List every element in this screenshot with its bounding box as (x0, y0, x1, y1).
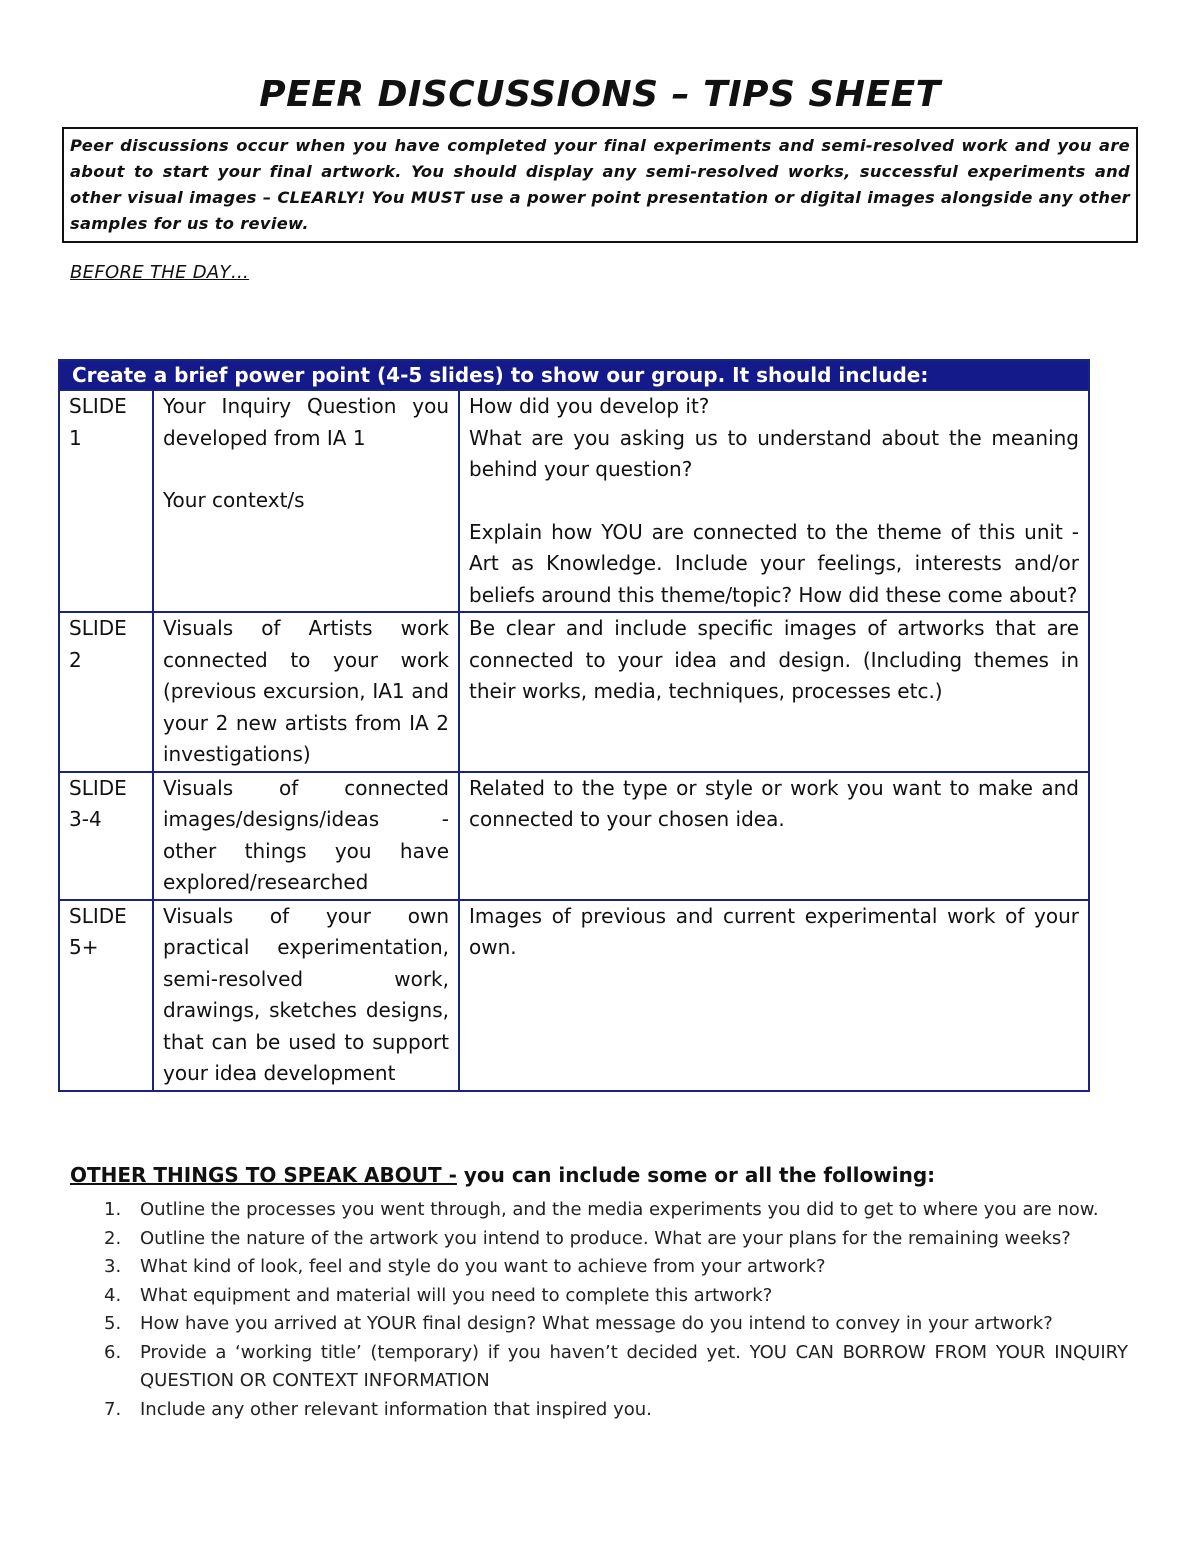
table-row (59, 772, 1089, 900)
list-item (104, 1310, 1128, 1339)
list-item-text: What kind of look, feel and style do you want to achieve from your artwork? (140, 1256, 826, 1277)
slide-label: SLIDE 2 (59, 612, 153, 772)
list-item-number: 6. (104, 1341, 122, 1363)
slide-visual-text: Visuals of your own practical experimentation, semi-resolved work, drawings, sketches designs, that can be used to support your idea development (153, 900, 459, 1091)
table-row (59, 390, 1089, 612)
slide-description-cell (459, 390, 1089, 612)
list-item (104, 1196, 1128, 1225)
list-item-text: Include any other relevant information that inspired you. (140, 1398, 652, 1420)
list-item-text: How have you arrived at YOUR final design? What message do you intend to convey in your artwork? (140, 1313, 1053, 1334)
list-item-number: 3. (104, 1256, 122, 1277)
slide-label: SLIDE 5+ (59, 900, 153, 1091)
slide-description-text: Explain how YOU are connected to the theme of this unit - Art as Knowledge. Include your feelings, interests and/or beliefs around this theme/topic? How did these come about? (469, 519, 1079, 607)
list-item (104, 1282, 1128, 1311)
slide-label: SLIDE 1 (59, 390, 153, 612)
table-row (59, 900, 1089, 1091)
list-item-number: 4. (104, 1284, 122, 1306)
list-item-number: 1. (104, 1199, 122, 1220)
other-things-heading-rest: you can include some or all the following: (456, 1163, 936, 1187)
page-title: PEER DISCUSSIONS – TIPS SHEET (259, 74, 941, 115)
other-things-heading (70, 1163, 935, 1187)
list-item-number: 5. (104, 1313, 122, 1334)
slide-visual-cell (153, 390, 459, 612)
list-item-text: Outline the nature of the artwork you intend to produce. What are your plans for the remaining weeks? (140, 1227, 1071, 1249)
slide-description-text: How did you develop it? (469, 394, 710, 418)
other-things-list (104, 1196, 1128, 1424)
list-item (104, 1253, 1128, 1282)
slide-description-text: Images of previous and current experimental work of your own. (459, 900, 1089, 1091)
slide-visual-text: Visuals of Artists work connected to your work (previous excursion, IA1 and your 2 new artists from IA 2 investigations) (153, 612, 459, 772)
list-item-text: Outline the processes you went through, and the media experiments you did to get to where you are now. (140, 1199, 1099, 1220)
slide-visual-text: Visuals of connected images/designs/ideas - other things you have explored/researched (153, 772, 459, 900)
slides-table (58, 359, 1090, 1092)
list-item (104, 1396, 1128, 1425)
slide-description-text: Related to the type or style or work you want to make and connected to your chosen idea. (459, 772, 1089, 900)
list-item-number: 2. (104, 1227, 122, 1249)
slide-description-text: What are you asking us to understand about the meaning behind your question? (469, 425, 1079, 481)
slide-visual-text: Your Inquiry Question you developed from IA 1 (163, 394, 449, 450)
list-item-text: What equipment and material will you need to complete this artwork? (140, 1284, 773, 1306)
slide-label: SLIDE 3-4 (59, 772, 153, 900)
list-item (104, 1225, 1128, 1254)
other-things-heading-underlined: OTHER THINGS TO SPEAK ABOUT - (70, 1163, 457, 1187)
table-row (59, 612, 1089, 772)
before-the-day-heading: BEFORE THE DAY… (70, 262, 250, 283)
list-item (104, 1339, 1128, 1396)
table-header: Create a brief power point (4-5 slides) to show our group. It should include: (59, 360, 1089, 390)
list-item-text: Provide a ‘working title’ (temporary) if you haven’t decided yet. YOU CAN BORROW FROM YOUR INQUIRY QUESTION OR CONTEXT INFORMATION (140, 1341, 1128, 1391)
list-item-number: 7. (104, 1398, 122, 1420)
intro-text-box: Peer discussions occur when you have completed your final experiments and semi-resolved work and you are about to start your final artwork. You should display any semi-resolved works, successful experiments and other visual images – CLEARLY! You MUST use a power point presentation or digital images alongside any other samples for us to review. (62, 127, 1138, 243)
slide-visual-text: Your context/s (163, 488, 305, 512)
slide-description-text: Be clear and include specific images of artworks that are connected to your idea and design. (Including themes in their works, media, techniques, processes etc.) (459, 612, 1089, 772)
table-header-row (59, 360, 1089, 390)
